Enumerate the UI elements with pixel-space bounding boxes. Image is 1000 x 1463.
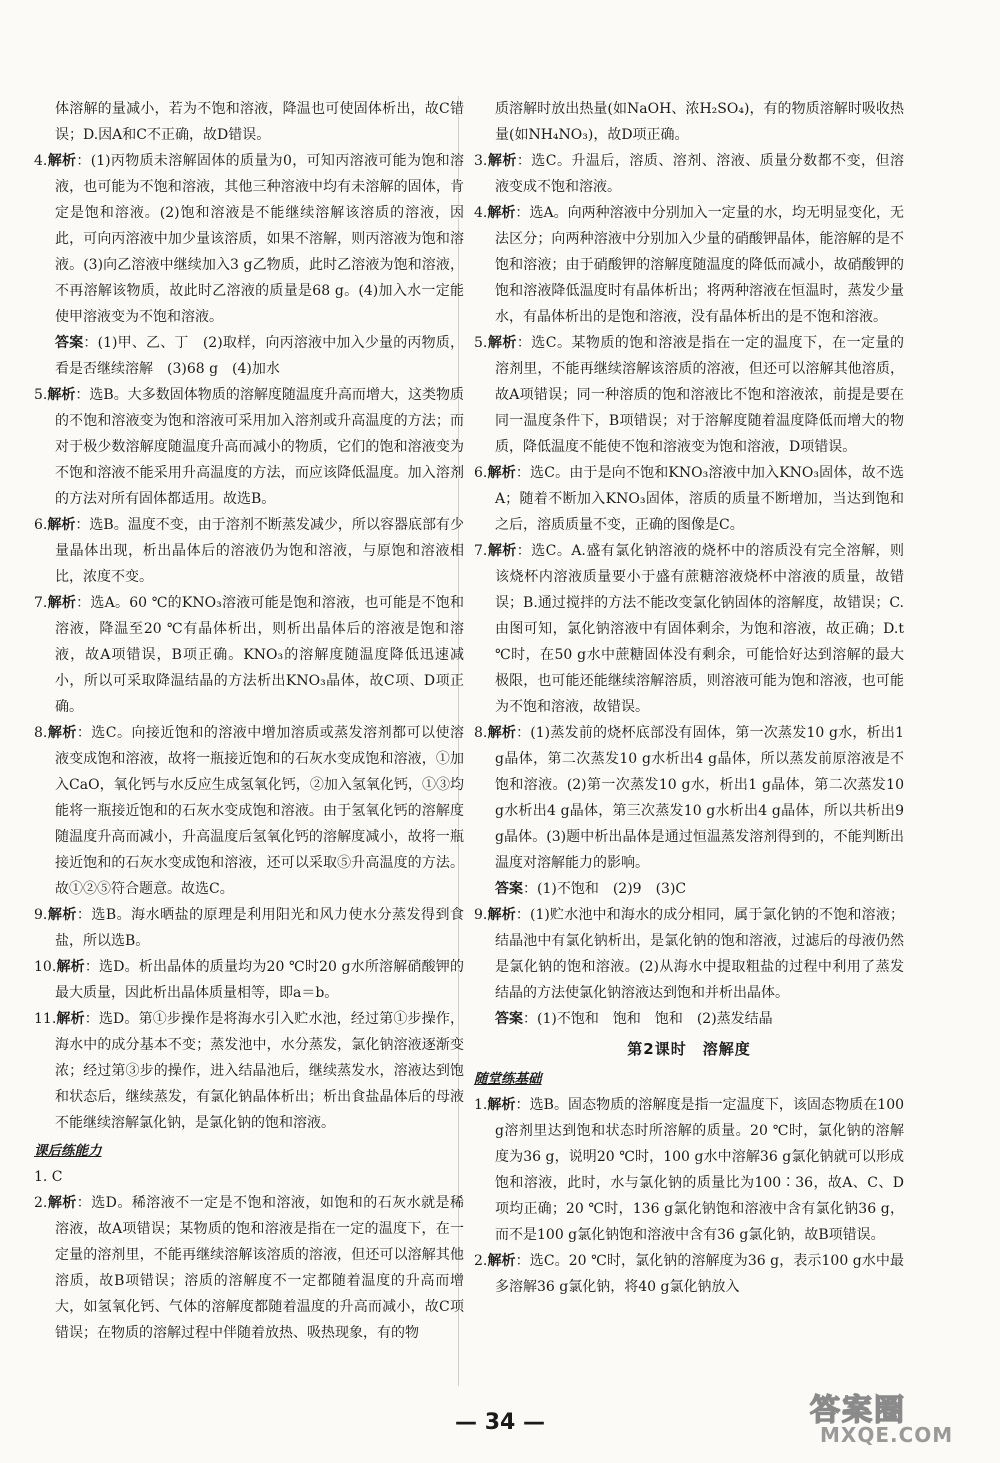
analysis-label: 解析 xyxy=(47,595,77,611)
page-number: — 34 — xyxy=(455,1410,545,1435)
watermark-url: MXQE.COM xyxy=(820,1423,954,1447)
question-7: 7.解析：选A。60 ℃的KNO₃溶液可能是饱和溶液，也可能是不饱和溶液，降温至20 ℃有晶体析出，则析出晶体后的溶液是饱和溶液，故A项错误，B项正确。KNO₃的溶解度随温度降低迅速减小，所以可采取降温结晶的方法析出KNO₃晶体，故C项、D项正确。 xyxy=(34,595,465,715)
answer-4: 答案：(1)甲、乙、丁 (2)取样，向丙溶液中加入少量的丙物质，看是否继续溶解 (3)68 g (4)加水 xyxy=(55,335,465,377)
question-6: 6.解析：选B。温度不变，由于溶剂不断蒸发减少，所以容器底部有少量晶体出现，析出晶体后的溶液仍为饱和溶液，与原饱和溶液相比，浓度不变。 xyxy=(34,517,465,585)
analysis-label: 解析 xyxy=(47,1195,77,1211)
analysis-label: 解析 xyxy=(56,959,85,975)
answer-item-7: 7.解析：选C。A.盛有氯化钠溶液的烧杯中的溶质没有完全溶解，则该烧杯内溶液质量要小于盛有蔗糖溶液烧杯中溶液的质量，故错误；B.通过搅拌的方法不能改变氯化钠固体的溶解度，故错误；C.由图可知，氯化钠溶液中有固体剩余，为饱和溶液，故正确；D.t ℃时，在50 g水中蔗糖固体没有剩余，可能恰好达到溶解的最大极限，也可能还能继续溶解溶质，则溶液可能为饱和溶液，也可能为不饱和溶液，故错误。 xyxy=(474,543,905,715)
answer-item-9: 9.解析：(1)贮水池中和海水的成分相同，属于氯化钠的不饱和溶液；结晶池中有氯化钠析出，是氯化钠的饱和溶液，过滤后的母液仍然是氯化钠的饱和溶液。(2)从海水中提取粗盐的过程中利用了蒸发结晶的方法使氯化钠溶液达到饱和并析出晶体。 xyxy=(474,907,904,1001)
question-number: 2. xyxy=(474,1253,488,1269)
question-number: 3. xyxy=(474,153,488,169)
answer-item-1: 1. C xyxy=(34,1169,63,1185)
question-number: 5. xyxy=(34,387,48,403)
basic-item-2: 2.解析：选C。20 ℃时，氯化钠的溶解度为36 g，表示100 g水中最多溶解36 g氯化钠，将40 g氯化钠放入 xyxy=(474,1253,905,1295)
question-number: 6. xyxy=(34,517,48,533)
answer-text: (1)甲、乙、丁 (2)取样，向丙溶液中加入少量的丙物质，看是否继续溶解 (3)68 g (4)加水 xyxy=(55,335,465,377)
question-number: 8. xyxy=(474,725,488,741)
question-text: 选C。A.盛有氯化钠溶液的烧杯中的溶质没有完全溶解，则该烧杯内溶液质量要小于盛有蔗糖溶液烧杯中溶液的质量，故错误；B.通过搅拌的方法不能改变氯化钠固体的溶解度，故错误；C.由图可知，氯化钠溶液中有固体剩余，为饱和溶液，故正确；D.t ℃时，在50 g水中蔗糖固体没有剩余，可能恰好达到溶解的最大极限，也可能还能继续溶解溶质，则溶液可能为饱和溶液，也可能为不饱和溶液，故错误。 xyxy=(495,543,905,715)
answer-item-6: 6.解析：选C。由于是向不饱和KNO₃溶液中加入KNO₃固体，故不选A；随着不断加入KNO₃固体，溶质的质量不断增加，当达到饱和之后，溶质质量不变，正确的图像是C。 xyxy=(474,465,905,533)
analysis-label: 解析 xyxy=(47,725,77,741)
question-text: 选C。升温后，溶质、溶剂、溶液、质量分数都不变，但溶液变成不饱和溶液。 xyxy=(495,153,905,195)
question-text: 选D。稀溶液不一定是不饱和溶液，如饱和的石灰水就是稀溶液，故A项错误；某物质的饱和溶液是指在一定的温度下，在一定量的溶剂里，不能再继续溶解该溶质的溶液，但还可以溶解其他溶质，故B项错误；溶质的溶解度不一定都随着温度的升高而增大，如氢氧化钙、气体的溶解度都随着温度的升高而减小，故C项错误；在物质的溶解过程中伴随着放热、吸热现象，有的物 xyxy=(55,1195,464,1341)
section-heading: 随堂练基础 xyxy=(474,1071,542,1087)
answer-item-4: 4.解析：选A。向两种溶液中分别加入一定量的水，均无明显变化，无法区分；向两种溶液中分别加入少量的硝酸钾晶体，能溶解的是不饱和溶液；由于硝酸钾的溶解度随温度的降低而减小，故硝酸钾的饱和溶液降低温度时有晶体析出；将两种溶液在恒温时，蒸发少量水，有晶体析出的是饱和溶液，没有晶体析出的是不饱和溶液。 xyxy=(474,205,905,325)
analysis-label: 解析 xyxy=(47,907,77,923)
question-number: 11. xyxy=(34,1011,57,1027)
analysis-label: 解析 xyxy=(487,1253,516,1269)
answer-8: 答案：(1)不饱和 (2)9 (3)C xyxy=(495,881,687,897)
question-text: (1)蒸发前的烧杯底部没有固体，第一次蒸发10 g水，析出1 g晶体，第二次蒸发10 g水析出4 g晶体，所以蒸发前原溶液是不饱和溶液。(2)第一次蒸发10 g水，析出1 g晶体，第二次蒸发10 g水析出4 g晶体，第三次蒸发10 g水析出4 g晶体，所以共析出9 g晶体。(3)题中析出晶体是通过恒温蒸发溶剂得到的，不能判断出温度对溶解能力的影响。 xyxy=(495,725,905,871)
analysis-label: 解析 xyxy=(487,205,516,221)
question-number: 7. xyxy=(474,543,488,559)
question-text: 选C。某物质的饱和溶液是指在一定的温度下，在一定量的溶剂里，不能再继续溶解该溶质的溶液，但还可以溶解其他溶质，故A项错误；同一种溶质的饱和溶液比不饱和溶液浓，前提是要在同一温度条件下，B项错误；对于溶解度随着温度降低而增大的物质，降低温度不能使不饱和溶液变为饱和溶液，D项错误。 xyxy=(495,335,905,455)
section-heading: 课后练能力 xyxy=(34,1143,102,1159)
analysis-label: 解析 xyxy=(47,387,76,403)
answer-item-5: 5.解析：选C。某物质的饱和溶液是指在一定的温度下，在一定量的溶剂里，不能再继续溶解该溶质的溶液，但还可以溶解其他溶质，故A项错误；同一种溶质的饱和溶液比不饱和溶液浓，前提是要在同一温度条件下，B项错误；对于溶解度随着温度降低而增大的物质，降低温度不能使不饱和溶液变为饱和溶液，D项错误。 xyxy=(474,335,905,455)
question-number: 5. xyxy=(474,335,488,351)
question-text: 选B。温度不变，由于溶剂不断蒸发减少，所以容器底部有少量晶体出现，析出晶体后的溶液仍为饱和溶液，与原饱和溶液相比，浓度不变。 xyxy=(55,517,465,585)
question-text: (1)丙物质未溶解固体的质量为0，可知丙溶液可能为饱和溶液，也可能为不饱和溶液，其他三种溶液中均有未溶解的固体，肯定是饱和溶液。(2)饱和溶液是不能继续溶解该溶质的溶液，因此，可向丙溶液中加少量该溶质，如果不溶解，则丙溶液为饱和溶液。(3)向乙溶液中继续加入3 g乙物质，此时乙溶液为饱和溶液，不再溶解该物质，故此时乙溶液的质量是68 g。(4)加入水一定能使甲溶液变为不饱和溶液。 xyxy=(55,153,464,325)
answer-item-3: 3.解析：选C。升温后，溶质、溶剂、溶液、质量分数都不变，但溶液变成不饱和溶液。 xyxy=(474,153,905,195)
question-text: 选D。析出晶体的质量均为20 ℃时20 g水所溶解硝酸钾的最大质量，因此析出晶体质量相等，即a＝b。 xyxy=(55,959,465,1001)
watermark-text: 答案圈 xyxy=(810,1393,906,1428)
question-text: 选B。大多数固体物质的溶解度随温度升高而增大，这类物质的不饱和溶液变为饱和溶液可采用加入溶剂或升高温度的方法；而对于极少数溶解度随温度升高而减小的物质，它们的饱和溶液变为不饱和溶液不能采用升高温度的方法，而应该降低温度。加入溶剂的方法对所有固体都适用。故选B。 xyxy=(55,387,465,507)
right-column xyxy=(474,96,904,1300)
answer-label: 答案 xyxy=(495,881,523,897)
answer-item-8: 8.解析：(1)蒸发前的烧杯底部没有固体，第一次蒸发10 g水，析出1 g晶体，第二次蒸发10 g水析出4 g晶体，所以蒸发前原溶液是不饱和溶液。(2)第一次蒸发10 g水，析出1 g晶体，第二次蒸发10 g水析出4 g晶体，第三次蒸发10 g水析出4 g晶体，所以共析出9 g晶体。(3)题中析出晶体是通过恒温蒸发溶剂得到的，不能判断出温度对溶解能力的影响。 xyxy=(474,725,905,871)
analysis-label: 解析 xyxy=(47,517,76,533)
question-8: 8.解析：选C。向接近饱和的溶液中增加溶质或蒸发溶剂都可以使溶液变成饱和溶液，故将一瓶接近饱和的石灰水变成饱和溶液，①加入CaO，氧化钙与水反应生成氢氧化钙，②加入氢氧化钙，①③均能将一瓶接近饱和的石灰水变成饱和溶液。由于氢氧化钙的溶解度随温度升高而减小，升高温度后氢氧化钙的溶解度减小，故将一瓶接近饱和的石灰水变成饱和溶液，还可以采取⑤升高温度的方法。故①②⑤符合题意。故选C。 xyxy=(34,725,465,897)
paragraph-continued: 体溶解的量减小，若为不饱和溶液，降温也可使固体析出，故C错误；D.因A和C不正确，故D错误。 xyxy=(55,101,464,143)
answer-text: (1)不饱和 饱和 饱和 (2)蒸发结晶 xyxy=(537,1011,773,1027)
question-number: 10. xyxy=(34,959,57,975)
question-4: 4.解析：(1)丙物质未溶解固体的质量为0，可知丙溶液可能为饱和溶液，也可能为不饱和溶液，其他三种溶液中均有未溶解的固体，肯定是饱和溶液。(2)饱和溶液是不能继续溶解该溶质的溶液，因此，可向丙溶液中加少量该溶质，如果不溶解，则丙溶液为饱和溶液。(3)向乙溶液中继续加入3 g乙物质，此时乙溶液为饱和溶液，不再溶解该物质，故此时乙溶液的质量是68 g。(4)加入水一定能使甲溶液变为不饱和溶液。 xyxy=(34,153,464,325)
answer-label: 答案 xyxy=(495,1011,523,1027)
question-number: 7. xyxy=(34,595,48,611)
analysis-label: 解析 xyxy=(487,907,516,923)
answer-item-2: 2.解析：选D。稀溶液不一定是不饱和溶液，如饱和的石灰水就是稀溶液，故A项错误；某物质的饱和溶液是指在一定的温度下，在一定量的溶剂里，不能再继续溶解该溶质的溶液，但还可以溶解其他溶质，故B项错误；溶质的溶解度不一定都随着温度的升高而增大，如氢氧化钙、气体的溶解度都随着温度的升高而减小，故C项错误；在物质的溶解过程中伴随着放热、吸热现象，有的物 xyxy=(34,1195,464,1341)
analysis-label: 解析 xyxy=(487,465,516,481)
question-text: (1)贮水池中和海水的成分相同，属于氯化钠的不饱和溶液；结晶池中有氯化钠析出，是氯化钠的饱和溶液，过滤后的母液仍然是氯化钠的饱和溶液。(2)从海水中提取粗盐的过程中利用了蒸发结晶的方法使氯化钠溶液达到饱和并析出晶体。 xyxy=(495,907,904,1001)
question-text: 选A。向两种溶液中分别加入一定量的水，均无明显变化，无法区分；向两种溶液中分别加入少量的硝酸钾晶体，能溶解的是不饱和溶液；由于硝酸钾的溶解度随温度的降低而减小，故硝酸钾的饱和溶液降低温度时有晶体析出；将两种溶液在恒温时，蒸发少量水，有晶体析出的是饱和溶液，没有晶体析出的是不饱和溶液。 xyxy=(495,205,905,325)
question-number: 4. xyxy=(474,205,488,221)
analysis-label: 解析 xyxy=(487,725,517,741)
analysis-label: 解析 xyxy=(47,153,77,169)
question-number: 8. xyxy=(34,725,48,741)
analysis-label: 解析 xyxy=(487,153,517,169)
question-5: 5.解析：选B。大多数固体物质的溶解度随温度升高而增大，这类物质的不饱和溶液变为饱和溶液可采用加入溶剂或升高温度的方法；而对于极少数溶解度随温度升高而减小的物质，它们的饱和溶液变为不饱和溶液不能采用升高温度的方法，而应该降低温度。加入溶剂的方法对所有固体都适用。故选B。 xyxy=(34,387,465,507)
question-text: 选D。第①步操作是将海水引入贮水池，经过第①步操作，海水中的成分基本不变；蒸发池中，水分蒸发，氯化钠溶液逐渐变浓；经过第③步的操作，进入结晶池后，继续蒸发水，溶液达到饱和状态后，继续蒸发，有氯化钠晶体析出；析出食盐晶体后的母液不能继续溶解氯化钠，是氯化钠的饱和溶液。 xyxy=(55,1011,464,1131)
question-text: 选C。20 ℃时，氯化钠的溶解度为36 g，表示100 g水中最多溶解36 g氯化钠，将40 g氯化钠放入 xyxy=(495,1253,905,1295)
basic-item-1: 1.解析：选B。固态物质的溶解度是指一定温度下，该固态物质在100 g溶剂里达到饱和状态时所溶解的质量。20 ℃时，氯化钠的溶解度为36 g，说明20 ℃时，100 g水中溶解36 g氯化钠就可以形成饱和溶液，此时，水与氯化钠的质量比为100∶36，故A、C、D项均正确；20 ℃时，136 g氯化钠饱和溶液中含有氯化钠36 g，而不是100 g氯化钠饱和溶液中含有36 g氯化钠，故B项错误。 xyxy=(474,1097,905,1243)
lesson-title: 第2课时 溶解度 xyxy=(627,1040,751,1058)
question-number: 4. xyxy=(34,153,48,169)
question-text: 选C。由于是向不饱和KNO₃溶液中加入KNO₃固体，故不选A；随着不断加入KNO₃固体，溶质的质量不断增加，当达到饱和之后，溶质质量不变，正确的图像是C。 xyxy=(495,465,905,533)
question-10: 10.解析：选D。析出晶体的质量均为20 ℃时20 g水所溶解硝酸钾的最大质量，因此析出晶体质量相等，即a＝b。 xyxy=(34,959,465,1001)
answer-label: 答案 xyxy=(55,335,84,351)
analysis-label: 解析 xyxy=(487,335,517,351)
question-text: 选A。60 ℃的KNO₃溶液可能是饱和溶液，也可能是不饱和溶液，降温至20 ℃有晶体析出，则析出晶体后的溶液是饱和溶液，故A项错误，B项正确。KNO₃的溶解度随温度降低迅速减小，所以可采取降温结晶的方法析出KNO₃晶体，故C项、D项正确。 xyxy=(55,595,465,715)
analysis-label: 解析 xyxy=(487,1097,516,1113)
question-11: 11.解析：选D。第①步操作是将海水引入贮水池，经过第①步操作，海水中的成分基本不变；蒸发池中，水分蒸发，氯化钠溶液逐渐变浓；经过第③步的操作，进入结晶池后，继续蒸发水，溶液达到饱和状态后，继续蒸发，有氯化钠晶体析出；析出食盐晶体后的母液不能继续溶解氯化钠，是氯化钠的饱和溶液。 xyxy=(34,1011,464,1131)
paragraph-continued: 质溶解时放出热量(如NaOH、浓H₂SO₄)，有的物质溶解时吸收热量(如NH₄NO₃)，故D项正确。 xyxy=(495,101,904,143)
question-number: 2. xyxy=(34,1195,48,1211)
question-number: 9. xyxy=(474,907,488,923)
left-column xyxy=(34,96,464,1346)
answer-9: 答案：(1)不饱和 饱和 饱和 (2)蒸发结晶 xyxy=(495,1011,773,1027)
question-9: 9.解析：选B。海水晒盐的原理是利用阳光和风力使水分蒸发得到食盐，所以选B。 xyxy=(34,907,464,949)
question-text: 选C。向接近饱和的溶液中增加溶质或蒸发溶剂都可以使溶液变成饱和溶液，故将一瓶接近饱和的石灰水变成饱和溶液，①加入CaO，氧化钙与水反应生成氢氧化钙，②加入氢氧化钙，①③均能将一瓶接近饱和的石灰水变成饱和溶液。由于氢氧化钙的溶解度随温度升高而减小，升高温度后氢氧化钙的溶解度减小，故将一瓶接近饱和的石灰水变成饱和溶液，还可以采取⑤升高温度的方法。故①②⑤符合题意。故选C。 xyxy=(55,725,465,897)
analysis-label: 解析 xyxy=(56,1011,85,1027)
question-number: 6. xyxy=(474,465,488,481)
watermark-logo xyxy=(810,1385,970,1449)
question-number: 1. xyxy=(474,1097,488,1113)
analysis-label: 解析 xyxy=(487,543,517,559)
question-text: 选B。海水晒盐的原理是利用阳光和风力使水分蒸发得到食盐，所以选B。 xyxy=(55,907,464,949)
question-number: 9. xyxy=(34,907,48,923)
answer-text: (1)不饱和 (2)9 (3)C xyxy=(537,881,687,897)
question-text: 选B。固态物质的溶解度是指一定温度下，该固态物质在100 g溶剂里达到饱和状态时所溶解的质量。20 ℃时，氯化钠的溶解度为36 g，说明20 ℃时，100 g水中溶解36 g氯化钠就可以形成饱和溶液，此时，水与氯化钠的质量比为100∶36，故A、C、D项均正确；20 ℃时，136 g氯化钠饱和溶液中含有氯化钠36 g，而不是100 g氯化钠饱和溶液中含有36 g氯化钠，故B项错误。 xyxy=(495,1097,905,1243)
